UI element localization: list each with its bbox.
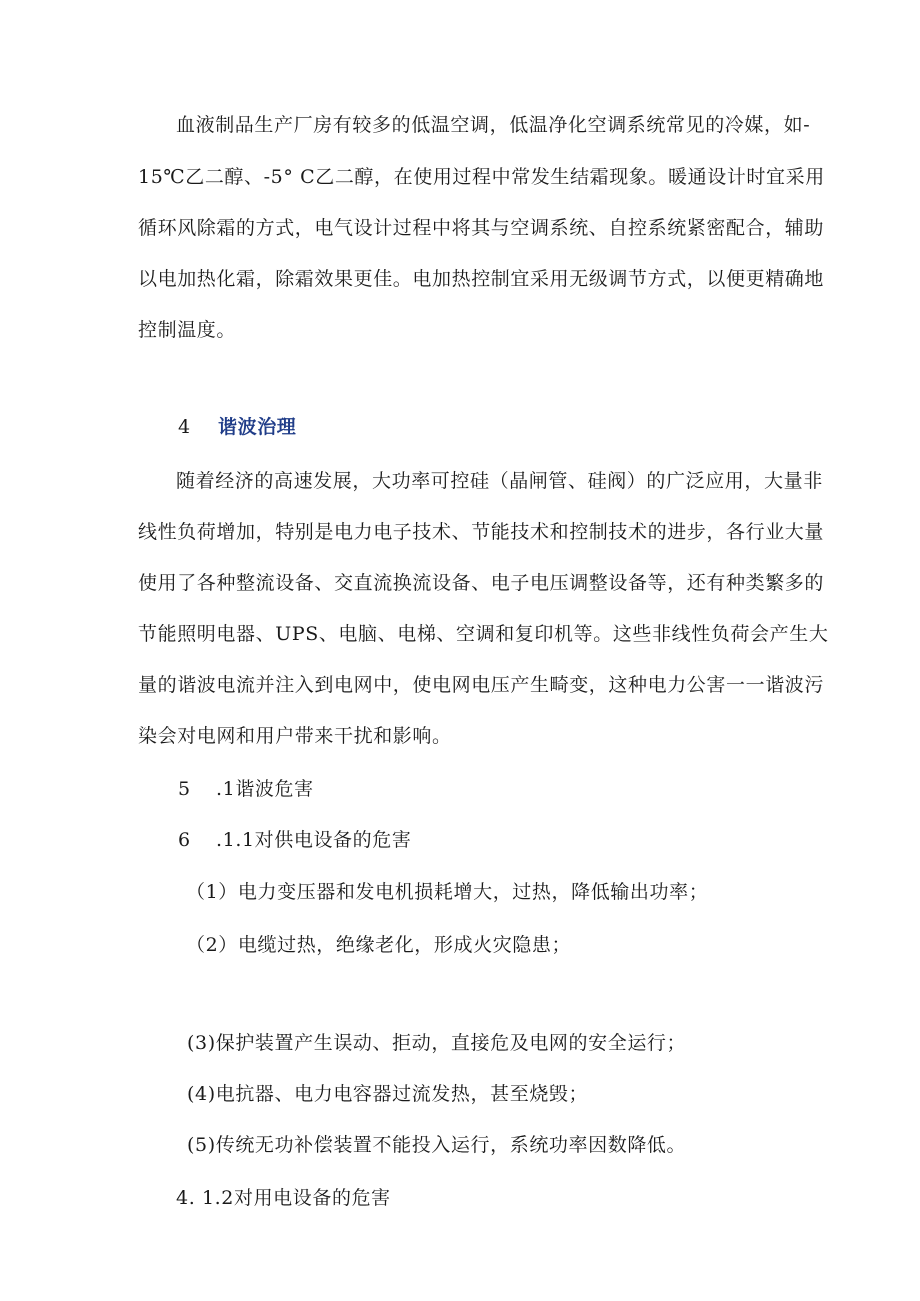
section-number: 4 [178, 416, 191, 438]
paragraph2-line-5: 量的谐波电流并注入到电网中，使电网电压产生畸变，这种电力公害一一谐波污 [138, 674, 825, 696]
list-item-2: （2）电缆过热，绝缘老化，形成火灾隐患； [186, 934, 572, 956]
paragraph2-line-1: 随着经济的高速发展，大功率可控硅（晶闸管、硅阀）的广泛应用，大量非 [176, 470, 823, 492]
paragraph1-line-3: 循环风除霜的方式，电气设计过程中将其与空调系统、自控系统紧密配合，辅助 [138, 217, 825, 239]
paragraph2-line-6: 染会对电网和用户带来干扰和影响。 [138, 725, 452, 747]
paragraph2-line-3: 使用了各种整流设备、交直流换流设备、电子电压调整设备等，还有种类繁多的 [138, 572, 825, 594]
list-item-1: （1）电力变压器和发电机损耗增大，过热，降低输出功率； [186, 881, 709, 903]
paragraph1-line-5: 控制温度。 [138, 319, 237, 341]
subsection-4-1-2: 4. 1.2对用电设备的危害 [176, 1187, 391, 1209]
subsection-6-number: 6 [178, 829, 191, 851]
subsection-5-title: .1谐波危害 [216, 778, 314, 800]
list-item-5: (5)传统无功补偿装置不能投入运行，系统功率因数降低。 [187, 1134, 687, 1156]
paragraph2-line-2: 线性负荷增加，特别是电力电子技术、节能技术和控制技术的进步，各行业大量 [138, 521, 825, 543]
paragraph1-line-4: 以电加热化霜，除霜效果更佳。电加热控制宜采用无级调节方式，以便更精确地 [138, 268, 825, 290]
paragraph1-line-1: 血液制品生产厂房有较多的低温空调，低温净化空调系统常见的冷媒，如- [176, 114, 811, 136]
list-item-3: (3)保护装置产生误动、拒动，直接危及电网的安全运行； [187, 1032, 687, 1054]
subsection-6-title: .1.1对供电设备的危害 [216, 829, 412, 851]
paragraph2-line-4: 节能照明电器、UPS、电脑、电梯、空调和复印机等。这些非线性负荷会产生大 [138, 623, 829, 645]
subsection-5-number: 5 [178, 778, 191, 800]
paragraph1-line-2: 15℃乙二醇、-5° C乙二醇，在使用过程中常发生结霜现象。暖通设计时宜采用 [138, 166, 825, 188]
list-item-4: (4)电抗器、电力电容器过流发热，甚至烧毁； [187, 1083, 589, 1105]
section-title: 谐波治理 [218, 416, 297, 438]
